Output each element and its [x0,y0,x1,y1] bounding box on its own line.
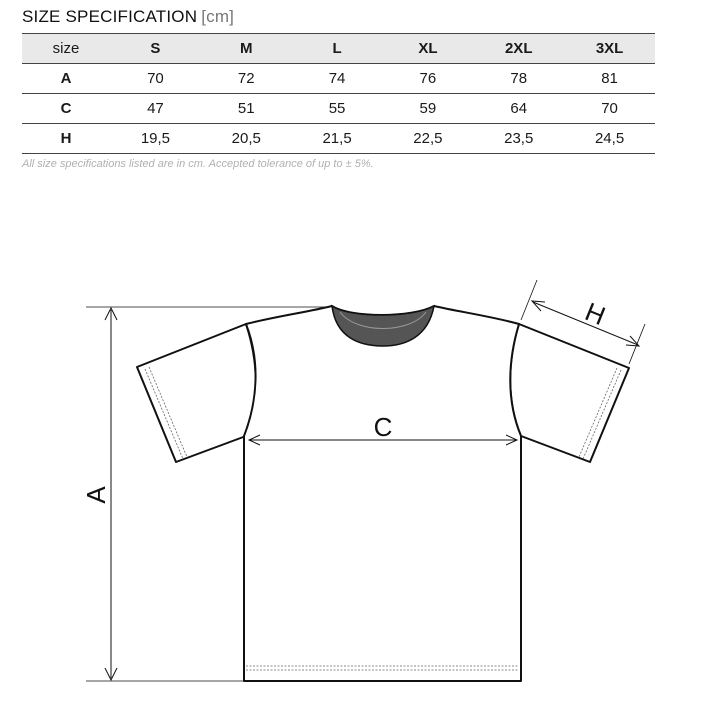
shirt-body [244,306,521,681]
header-size: 3XL [595,40,624,57]
table-cell: 55 [328,100,346,117]
extension-line-h1 [521,280,537,320]
row-label: A [60,70,72,87]
title-unit: [cm] [201,7,235,26]
table-cell: 51 [237,100,255,117]
label-c: C [373,412,393,442]
table-cell: 64 [510,100,528,117]
table-cell: 81 [601,70,618,87]
header-size: M [239,40,253,57]
table-cell: 47 [147,100,164,117]
header-size: S [150,40,161,57]
table-cell: 20,5 [231,130,261,147]
table-cell: 22,5 [413,130,443,147]
table-cell: 59 [419,100,437,117]
table-cell: 72 [237,70,255,87]
table-cell: 21,5 [322,130,352,147]
header-size-label: size [52,40,80,57]
table-cell: 19,5 [140,130,171,147]
table-cell: 76 [419,70,437,87]
tolerance-note: All size specifications listed are in cm. Accepted tolerance of up to ± 5%. [22,158,374,170]
header-size: L [332,40,342,57]
table-cell: 70 [147,70,164,87]
table-cell: 70 [601,100,618,117]
table-cell: 23,5 [504,130,534,147]
title-main: SIZE SPECIFICATION [22,7,198,26]
label-h: H [581,296,610,332]
table-cell: 24,5 [594,130,625,147]
header-size: 2XL [504,40,533,57]
header-size: XL [418,40,438,57]
row-label: H [60,130,72,147]
table-cell: 78 [510,70,528,87]
row-label: C [60,100,72,117]
table-cell: 74 [328,70,346,87]
label-a: A [81,486,111,504]
